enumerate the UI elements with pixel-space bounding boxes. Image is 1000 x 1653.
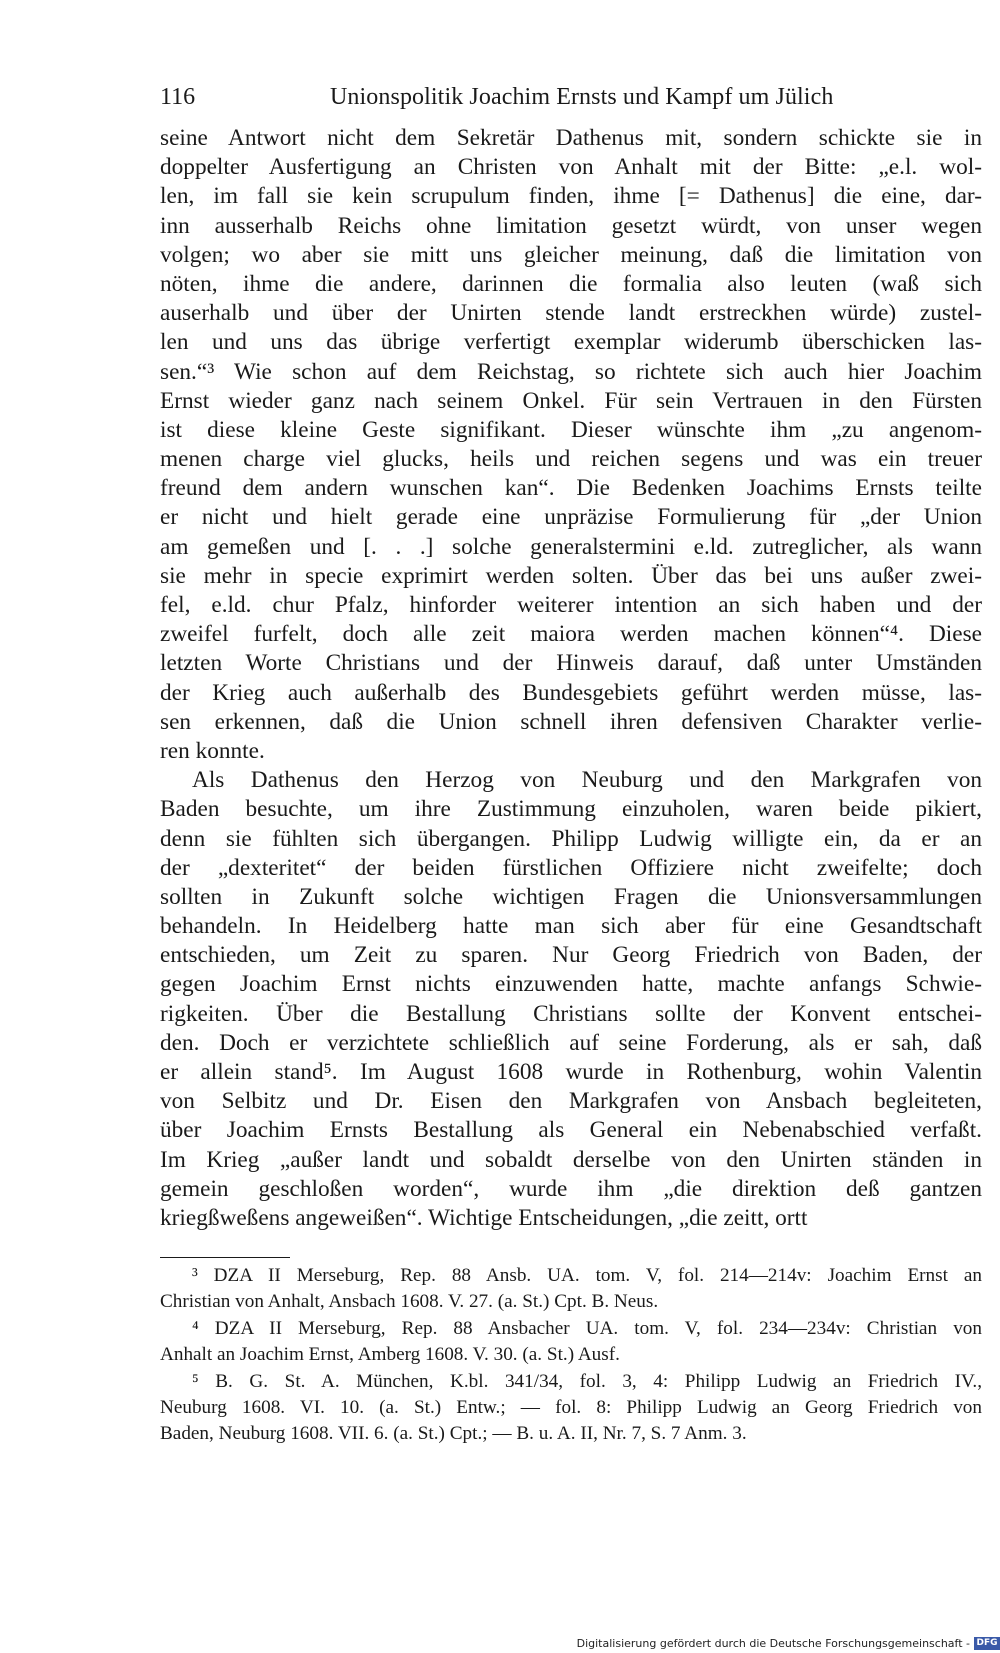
- text-line: sen erkennen, daß die Union schnell ihren defensiven Charakter verlie-: [160, 708, 982, 735]
- footnote-line: ⁵ B. G. St. A. München, K.bl. 341/34, fol. 3, 4: Philipp Ludwig an Friedrich IV.,: [192, 1370, 982, 1392]
- footnote-line: Baden, Neuburg 1608. VII. 6. (a. St.) Cpt.; — B. u. A. II, Nr. 7, S. 7 Anm. 3.: [160, 1423, 747, 1445]
- footnote-line: Anhalt an Joachim Ernst, Amberg 1608. V. 30. (a. St.) Ausf.: [160, 1344, 620, 1366]
- footnote: [160, 1316, 982, 1369]
- running-header: [160, 80, 982, 114]
- main-text: [160, 124, 982, 1233]
- text-line: Baden besuchte, um ihre Zustimmung einzuholen, waren beide pikiert,: [160, 796, 982, 823]
- text-line: freund dem andern wunschen kan“. Die Bedenken Joachims Ernsts teilte: [160, 475, 982, 502]
- text-line: über Joachim Ernsts Bestallung als General ein Nebenabschied verfaßt.: [160, 1117, 982, 1144]
- text-line: auserhalb und über der Unirten stende landt erstreckhen würde) zustel-: [160, 300, 982, 327]
- dfg-logo-icon: DFG: [974, 1637, 1000, 1650]
- footer-credit: Digitalisierung gefördert durch die Deutsche Forschungsgemeinschaft -: [576, 1636, 970, 1650]
- text-line: letzten Worte Christians und der Hinweis darauf, daß unter Umständen: [160, 650, 982, 677]
- footnote-line: ³ DZA II Merseburg, Rep. 88 Ansb. UA. tom. V, fol. 214—214v: Joachim Ernst an: [192, 1265, 982, 1286]
- text-line: Als Dathenus den Herzog von Neuburg und den Markgrafen von: [192, 767, 982, 794]
- text-line: denn sie fühlten sich übergangen. Philipp Ludwig willigte ein, da er an: [160, 825, 982, 852]
- footnotes: [160, 1263, 982, 1448]
- footnote: [160, 1263, 982, 1316]
- running-title: Unionspolitik Joachim Ernsts und Kampf um Jülich: [330, 84, 834, 110]
- text-line: sie mehr in specie exprimirt werden solten. Über das bei uns außer zwei-: [160, 562, 982, 589]
- text-line: von Selbitz und Dr. Eisen den Markgrafen von Ansbach begleiteten,: [160, 1088, 982, 1115]
- text-line: am gemeßen und [. . .] solche generalstermini e.ld. zutreglicher, als wann: [160, 533, 982, 560]
- text-line: len und uns das übrige verfertigt exemplar widerumb überschicken las-: [160, 329, 982, 356]
- footnote-line: Neuburg 1608. VI. 10. (a. St.) Entw.; — fol. 8: Philipp Ludwig an Georg Friedrich von: [160, 1396, 982, 1418]
- footnote-separator: [160, 1257, 290, 1258]
- text-line: Ernst wieder ganz nach seinem Onkel. Für sein Vertrauen in den Fürsten: [160, 387, 982, 414]
- text-line: den. Doch er verzichtete schließlich auf seine Forderung, als er sah, daß: [160, 1029, 982, 1056]
- text-line: doppelter Ausfertigung an Christen von Anhalt mit der Bitte: „e.l. wol-: [160, 154, 982, 181]
- text-line: kriegßweßens angeweißen“. Wichtige Entscheidungen, „die zeitt, ortt: [160, 1204, 808, 1231]
- text-line: der „dexteritet“ der beiden fürstlichen Offiziere nicht zweifelte; doch: [160, 854, 982, 881]
- text-line: inn ausserhalb Reichs ohne limitation gesetzt würdt, von unser wegen: [160, 212, 982, 239]
- text-line: entschieden, um Zeit zu sparen. Nur Georg Friedrich von Baden, der: [160, 942, 982, 969]
- text-line: sen.“³ Wie schon auf dem Reichstag, so richtete sich auch hier Joachim: [160, 358, 982, 385]
- text-line: er allein stand⁵. Im August 1608 wurde in Rothenburg, wohin Valentin: [160, 1059, 982, 1085]
- footnote: [160, 1369, 982, 1448]
- paragraph-2: [160, 766, 982, 1233]
- paragraph-1: [160, 124, 982, 766]
- text-line: fel, e.ld. chur Pfalz, hinforder weiterer intention an sich haben und der: [160, 592, 982, 618]
- text-line: der Krieg auch außerhalb des Bundesgebiets geführt werden müsse, las-: [160, 679, 982, 706]
- text-line: len, im fall sie kein scrupulum finden, ihme [= Dathenus] die eine, dar-: [160, 183, 982, 210]
- footnote-line: ⁴ DZA II Merseburg, Rep. 88 Ansbacher UA. tom. V, fol. 234—234v: Christian von: [192, 1317, 982, 1339]
- text-line: menen charge viel glucks, heils und reichen segens und was ein treuer: [160, 446, 982, 473]
- text-line: ren konnte.: [160, 737, 265, 764]
- text-line: ist diese kleine Geste signifikant. Dieser wünschte ihm „zu angenom-: [160, 416, 982, 443]
- text-line: gegen Joachim Ernst nichts einzuwenden hatte, machte anfangs Schwie-: [160, 971, 982, 998]
- text-line: behandeln. In Heidelberg hatte man sich aber für eine Gesandtschaft: [160, 913, 982, 940]
- text-line: Im Krieg „außer landt und sobaldt derselbe von den Unirten ständen in: [160, 1146, 982, 1173]
- text-line: gemein geschloßen worden“, wurde ihm „die direktion deß gantzen: [160, 1175, 982, 1202]
- text-line: nöten, ihme die andere, darinnen die formalia also leuten (waß sich: [160, 270, 982, 297]
- footnote-line: Christian von Anhalt, Ansbach 1608. V. 27. (a. St.) Cpt. B. Neus.: [160, 1291, 659, 1313]
- digitization-footer: [577, 1634, 1000, 1652]
- text-line: rigkeiten. Über die Bestallung Christians sollte der Konvent entschei-: [160, 1000, 982, 1027]
- text-line: volgen; wo aber sie mitt uns gleicher meinung, daß die limitation von: [160, 241, 982, 268]
- text-line: zweifel furfelt, doch alle zeit maiora werden machen können“⁴. Diese: [160, 621, 982, 648]
- text-line: seine Antwort nicht dem Sekretär Dathenus mit, sondern schickte sie in: [160, 125, 982, 151]
- text-line: sollten in Zukunft solche wichtigen Fragen die Unionsversammlungen: [160, 883, 982, 910]
- page-number: 116: [160, 84, 196, 110]
- text-line: er nicht und hielt gerade eine unpräzise Formulierung für „der Union: [160, 504, 982, 531]
